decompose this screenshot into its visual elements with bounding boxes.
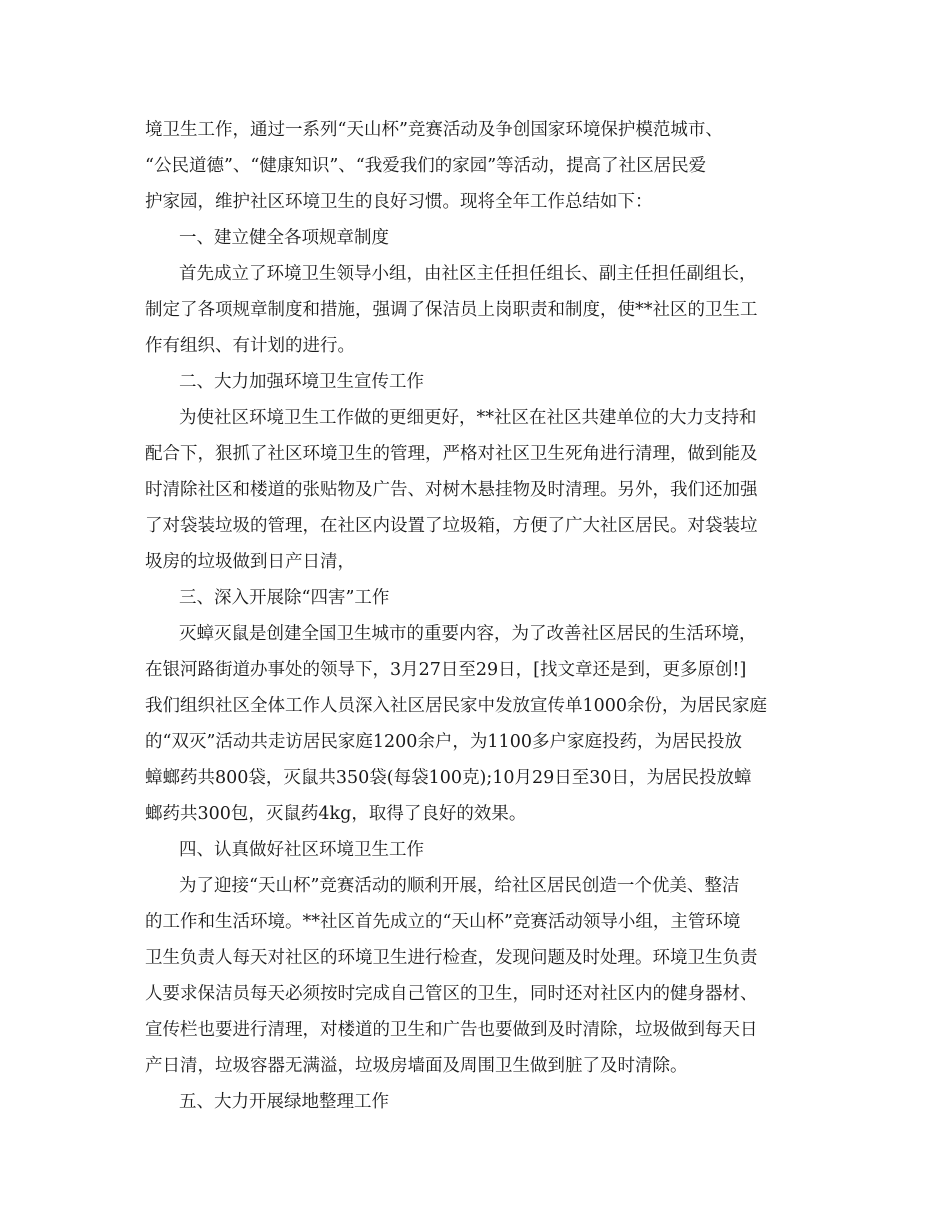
text-line: 护家园，维护社区环境卫生的良好习惯。现将全年工作总结如下：	[145, 192, 653, 212]
text-line: 产日清，垃圾容器无满溢，垃圾房墙面及周围卫生做到脏了及时清除。	[145, 1056, 688, 1076]
text-line: 蟑螂药共800袋，灭鼠共350袋(每袋100克);10月29日至30日，为居民投放蟑	[145, 768, 752, 788]
text-line: 的“双灭”活动共走访居民家庭1200余户，为1100多户家庭投药，为居民投放	[145, 732, 742, 752]
section-heading: 三、深入开展除“四害”工作	[179, 588, 390, 608]
text-line: 螂药共300包，灭鼠药4kg，取得了良好的效果。	[145, 804, 527, 824]
section-heading: 四、认真做好社区环境卫生工作	[179, 840, 424, 860]
text-line: 卫生负责人每天对社区的环境卫生进行检查，发现问题及时处理。环境卫生负责	[145, 948, 758, 968]
text-line: 在银河路街道办事处的领导下，3月27日至29日，[找文章还是到，更多原创!]	[145, 660, 747, 680]
text-line: 为了迎接“天山杯”竞赛活动的顺利开展，给社区居民创造一个优美、整洁	[179, 876, 740, 896]
text-line: 了对袋装垃圾的管理，在社区内设置了垃圾箱，方便了广大社区居民。对袋装垃	[145, 516, 758, 536]
text-line: 圾房的垃圾做到日产日清，	[145, 552, 355, 572]
text-line: 我们组织社区全体工作人员深入社区居民家中发放宣传单1000余份，为居民家庭	[145, 696, 768, 716]
text-line: 灭蟑灭鼠是创建全国卫生城市的重要内容，为了改善社区居民的生活环境，	[179, 624, 757, 644]
text-line: 首先成立了环境卫生领导小组，由社区主任担任组长、副主任担任副组长，	[179, 264, 757, 284]
text-line: 宣传栏也要进行清理，对楼道的卫生和广告也要做到及时清除，垃圾做到每天日	[145, 1020, 758, 1040]
text-line: 时清除社区和楼道的张贴物及广告、对树木悬挂物及时清理。另外，我们还加强	[145, 480, 758, 500]
section-heading: 五、大力开展绿地整理工作	[179, 1092, 389, 1112]
text-line: 境卫生工作，通过一系列“天山杯”竞赛活动及争创国家环境保护模范城市、	[145, 120, 723, 140]
text-line: 人要求保洁员每天必须按时完成自己管区的卫生，同时还对社区内的健身器材、	[145, 984, 758, 1004]
text-line: 的工作和生活环境。**社区首先成立的“天山杯”竞赛活动领导小组，主管环境	[145, 912, 741, 932]
text-line: 制定了各项规章制度和措施，强调了保洁员上岗职责和制度，使**社区的卫生工	[145, 300, 758, 320]
section-heading: 一、建立健全各项规章制度	[179, 228, 389, 248]
text-line: 配合下，狠抓了社区环境卫生的管理，严格对社区卫生死角进行清理，做到能及	[145, 444, 758, 464]
text-line: 作有组织、有计划的进行。	[145, 336, 355, 356]
document-body	[145, 112, 815, 1120]
section-heading: 二、大力加强环境卫生宣传工作	[179, 372, 424, 392]
text-line: 为使社区环境卫生工作做的更细更好，**社区在社区共建单位的大力支持和	[179, 408, 757, 428]
text-line: “公民道德”、“健康知识”、“我爱我们的家园”等活动，提高了社区居民爱	[145, 156, 707, 176]
